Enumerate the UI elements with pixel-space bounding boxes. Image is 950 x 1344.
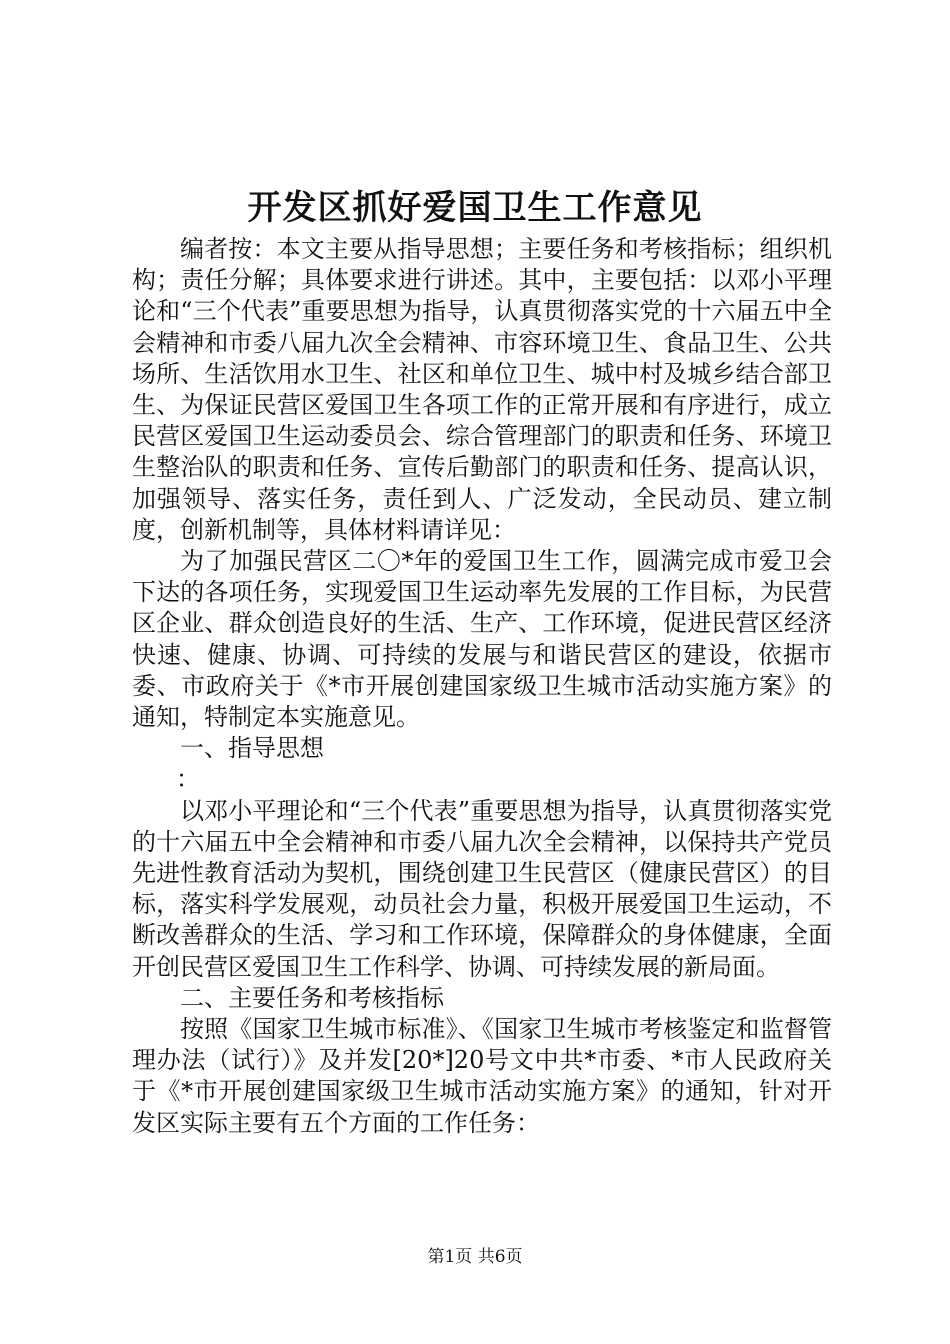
section-heading-guiding-ideology: 一、指导思想	[180, 734, 324, 763]
document-body	[132, 234, 832, 1139]
paragraph-main-tasks: 按照《国家卫生城市标准》、《国家卫生城市考核鉴定和监督管理办法（试行）》及并发[20*]20号文中共*市委、*市人民政府关于《*市开展创建国家级卫生城市活动实施方案》的通知，针对开发区实际主要有五个方面的工作任务：	[132, 1015, 832, 1137]
page-number-footer: 第1页 共6页	[427, 1247, 523, 1267]
paragraph-editor-note: 编者按：本文主要从指导思想；主要任务和考核指标；组织机构；责任分解；具体要求进行讲述。其中，主要包括：以邓小平理论和“三个代表”重要思想为指导，认真贯彻落实党的十六届五中全会精神和市委八届九次全会精神、市容环境卫生、食品卫生、公共场所、生活饮用水卫生、社区和单位卫生、城中村及城乡结合部卫生、为保证民营区爱国卫生各项工作的正常开展和有序进行，成立民营区爱国卫生运动委员会、综合管理部门的职责和任务、环境卫生整治队的职责和任务、宣传后勤部门的职责和任务、提高认识，加强领导、落实任务，责任到人、广泛发动，全民动员、建立制度，创新机制等，具体材料请详见：	[132, 235, 832, 544]
paragraph-colon: ：	[176, 765, 200, 794]
document-title: 开发区抓好爱国卫生工作意见	[247, 188, 703, 228]
section-heading-main-tasks: 二、主要任务和考核指标	[180, 983, 444, 1012]
paragraph-intro: 为了加强民营区二〇*年的爱国卫生工作，圆满完成市爱卫会下达的各项任务，实现爱国卫生运动率先发展的工作目标，为民营区企业、群众创造良好的生活、生产、工作环境，促进民营区经济快速、健康、协调、可持续的发展与和谐民营区的建设，依据市委、市政府关于《*市开展创建国家级卫生城市活动实施方案》的通知，特制定本实施意见。	[132, 547, 832, 732]
paragraph-guiding-ideology: 以邓小平理论和“三个代表”重要思想为指导，认真贯彻落实党的十六届五中全会精神和市委八届九次全会精神，以保持共产党员先进性教育活动为契机，围绕创建卫生民营区（健康民营区）的目标，落实科学发展观，动员社会力量，积极开展爱国卫生运动，不断改善群众的生活、学习和工作环境，保障群众的身体健康，全面开创民营区爱国卫生工作科学、协调、可持续发展的新局面。	[132, 796, 832, 981]
